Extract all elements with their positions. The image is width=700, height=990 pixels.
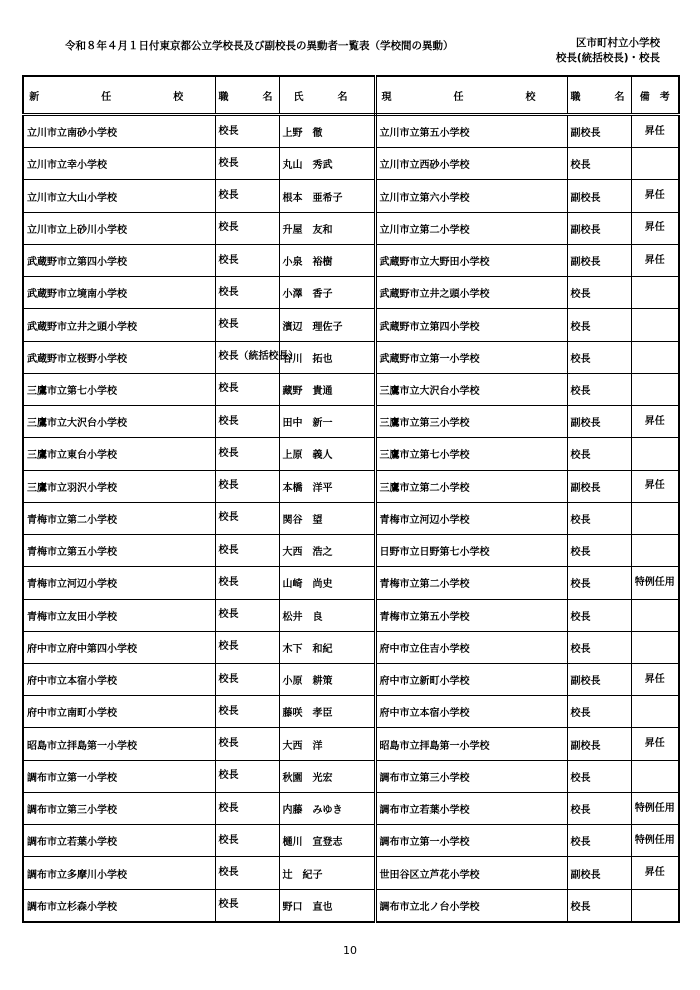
person-name-cell: 木下 和紀 — [279, 631, 375, 663]
new-school-cell: 武蔵野市立境南小学校 — [23, 277, 215, 309]
position-cell: 校長 — [215, 277, 279, 309]
current-position-cell: 校長 — [567, 373, 631, 405]
header-current-position: 職 名 — [567, 76, 631, 115]
remarks-cell — [631, 760, 679, 792]
remarks-cell — [631, 599, 679, 631]
current-position-cell: 校長 — [567, 277, 631, 309]
position-cell: 校長 — [215, 631, 279, 663]
person-name-cell: 辻 紀子 — [279, 857, 375, 889]
person-name-cell: 小原 耕策 — [279, 663, 375, 695]
current-school-cell: 府中市立本宿小学校 — [375, 696, 567, 728]
current-position-cell: 校長 — [567, 696, 631, 728]
header-current-school: 現 任 校 — [375, 76, 567, 115]
remarks-cell: 昇任 — [631, 470, 679, 502]
position-cell: 校長 — [215, 502, 279, 534]
current-school-cell: 武蔵野市立第一小学校 — [375, 341, 567, 373]
current-position-cell: 副校長 — [567, 728, 631, 760]
person-name-cell: 田中 新一 — [279, 406, 375, 438]
position-cell: 校長 — [215, 212, 279, 244]
remarks-cell: 昇任 — [631, 244, 679, 276]
table-row — [23, 502, 679, 534]
new-school-cell: 調布市立若葉小学校 — [23, 825, 215, 857]
position-cell: 校長 — [215, 599, 279, 631]
current-school-cell: 武蔵野市立第四小学校 — [375, 309, 567, 341]
current-position-cell: 副校長 — [567, 406, 631, 438]
table-row — [23, 825, 679, 857]
remarks-cell — [631, 341, 679, 373]
position-cell: 校長 — [215, 889, 279, 922]
new-school-cell: 三鷹市立東台小学校 — [23, 438, 215, 470]
current-school-cell: 調布市立若葉小学校 — [375, 792, 567, 824]
position-cell: 校長 — [215, 535, 279, 567]
person-name-cell: 上原 義人 — [279, 438, 375, 470]
page-title: 令和８年４月１日付東京都公立学校長及び副校長の異動者一覧表（学校間の異動） — [65, 40, 454, 52]
position-cell: 校長 — [215, 309, 279, 341]
current-school-cell: 府中市立住吉小学校 — [375, 631, 567, 663]
new-school-cell: 武蔵野市立桜野小学校 — [23, 341, 215, 373]
position-cell: 校長 — [215, 438, 279, 470]
table-row — [23, 760, 679, 792]
person-name-cell: 松井 良 — [279, 599, 375, 631]
remarks-cell: 昇任 — [631, 180, 679, 212]
position-cell: 校長 — [215, 857, 279, 889]
table-row — [23, 406, 679, 438]
table-row — [23, 212, 679, 244]
new-school-cell: 青梅市立第五小学校 — [23, 535, 215, 567]
table-row — [23, 373, 679, 405]
current-position-cell: 副校長 — [567, 180, 631, 212]
position-cell: 校長 — [215, 244, 279, 276]
person-name-cell: 山崎 尚史 — [279, 567, 375, 599]
current-school-cell: 三鷹市立第二小学校 — [375, 470, 567, 502]
current-school-cell: 武蔵野市立大野田小学校 — [375, 244, 567, 276]
person-name-cell: 藏野 貴通 — [279, 373, 375, 405]
current-position-cell: 校長 — [567, 825, 631, 857]
current-school-cell: 立川市立第二小学校 — [375, 212, 567, 244]
current-position-cell: 校長 — [567, 760, 631, 792]
person-name-cell: 樋川 宣登志 — [279, 825, 375, 857]
current-position-cell: 副校長 — [567, 212, 631, 244]
position-cell: 校長 — [215, 406, 279, 438]
table-row — [23, 244, 679, 276]
new-school-cell: 立川市立南砂小学校 — [23, 115, 215, 148]
new-school-cell: 調布市立第三小学校 — [23, 792, 215, 824]
position-cell: 校長 — [215, 825, 279, 857]
person-name-cell: 小澤 香子 — [279, 277, 375, 309]
person-name-cell: 根本 亜希子 — [279, 180, 375, 212]
current-school-cell: 調布市立北ノ台小学校 — [375, 889, 567, 922]
current-school-cell: 日野市立日野第七小学校 — [375, 535, 567, 567]
table-row — [23, 470, 679, 502]
remarks-cell: 昇任 — [631, 115, 679, 148]
position-cell: 校長 — [215, 567, 279, 599]
table-row — [23, 438, 679, 470]
header-row — [23, 76, 679, 115]
current-position-cell: 副校長 — [567, 663, 631, 695]
header-remarks: 備 考 — [631, 76, 679, 115]
remarks-cell — [631, 889, 679, 922]
current-position-cell: 校長 — [567, 535, 631, 567]
table-row — [23, 180, 679, 212]
new-school-cell: 府中市立本宿小学校 — [23, 663, 215, 695]
transfer-table — [22, 75, 680, 923]
person-name-cell: 小泉 裕樹 — [279, 244, 375, 276]
table-row — [23, 148, 679, 180]
header-position: 職 名 — [215, 76, 279, 115]
new-school-cell: 調布市立杉森小学校 — [23, 889, 215, 922]
page-number: 10 — [343, 944, 357, 957]
new-school-cell: 三鷹市立第七小学校 — [23, 373, 215, 405]
header-name: 氏 名 — [279, 76, 375, 115]
new-school-cell: 武蔵野市立井之頭小学校 — [23, 309, 215, 341]
remarks-cell: 昇任 — [631, 406, 679, 438]
table-row — [23, 696, 679, 728]
person-name-cell: 谷川 拓也 — [279, 341, 375, 373]
new-school-cell: 調布市立第一小学校 — [23, 760, 215, 792]
current-school-cell: 立川市立西砂小学校 — [375, 148, 567, 180]
current-position-cell: 校長 — [567, 148, 631, 180]
header-new-school: 新 任 校 — [23, 76, 215, 115]
new-school-cell: 府中市立府中第四小学校 — [23, 631, 215, 663]
current-position-cell: 副校長 — [567, 244, 631, 276]
current-school-cell: 調布市立第三小学校 — [375, 760, 567, 792]
current-school-cell: 武蔵野市立井之頭小学校 — [375, 277, 567, 309]
current-school-cell: 府中市立新町小学校 — [375, 663, 567, 695]
position-cell: 校長 — [215, 148, 279, 180]
person-name-cell: 野口 直也 — [279, 889, 375, 922]
current-school-cell: 立川市立第六小学校 — [375, 180, 567, 212]
table-row — [23, 277, 679, 309]
current-school-cell: 青梅市立第二小学校 — [375, 567, 567, 599]
current-position-cell: 校長 — [567, 438, 631, 470]
table-row — [23, 309, 679, 341]
person-name-cell: 本橋 洋平 — [279, 470, 375, 502]
table-row — [23, 889, 679, 922]
remarks-cell — [631, 696, 679, 728]
table-row — [23, 857, 679, 889]
new-school-cell: 調布市立多摩川小学校 — [23, 857, 215, 889]
remarks-cell — [631, 535, 679, 567]
remarks-cell: 昇任 — [631, 212, 679, 244]
current-position-cell: 副校長 — [567, 115, 631, 148]
current-position-cell: 校長 — [567, 792, 631, 824]
current-school-cell: 立川市立第五小学校 — [375, 115, 567, 148]
new-school-cell: 立川市立大山小学校 — [23, 180, 215, 212]
remarks-cell — [631, 502, 679, 534]
new-school-cell: 三鷹市立大沢台小学校 — [23, 406, 215, 438]
remarks-cell: 昇任 — [631, 728, 679, 760]
remarks-cell: 特例任用 — [631, 825, 679, 857]
category-line-1: 区市町村立小学校 — [576, 37, 660, 49]
new-school-cell: 昭島市立拝島第一小学校 — [23, 728, 215, 760]
table-body — [23, 115, 679, 923]
person-name-cell: 内藤 みゆき — [279, 792, 375, 824]
table-row — [23, 728, 679, 760]
remarks-cell: 昇任 — [631, 857, 679, 889]
person-name-cell: 濱辺 理佐子 — [279, 309, 375, 341]
remarks-cell — [631, 309, 679, 341]
new-school-cell: 青梅市立河辺小学校 — [23, 567, 215, 599]
position-cell: 校長（統括校長） — [215, 341, 279, 373]
current-school-cell: 三鷹市立第七小学校 — [375, 438, 567, 470]
current-position-cell: 校長 — [567, 599, 631, 631]
position-cell: 校長 — [215, 696, 279, 728]
remarks-cell — [631, 277, 679, 309]
table-row — [23, 567, 679, 599]
current-position-cell: 校長 — [567, 341, 631, 373]
current-school-cell: 世田谷区立芦花小学校 — [375, 857, 567, 889]
remarks-cell — [631, 631, 679, 663]
table-row — [23, 599, 679, 631]
remarks-cell: 昇任 — [631, 663, 679, 695]
position-cell: 校長 — [215, 728, 279, 760]
remarks-cell: 特例任用 — [631, 567, 679, 599]
current-school-cell: 青梅市立河辺小学校 — [375, 502, 567, 534]
new-school-cell: 青梅市立第二小学校 — [23, 502, 215, 534]
person-name-cell: 秋園 光宏 — [279, 760, 375, 792]
new-school-cell: 府中市立南町小学校 — [23, 696, 215, 728]
new-school-cell: 立川市立幸小学校 — [23, 148, 215, 180]
position-cell: 校長 — [215, 663, 279, 695]
current-school-cell: 三鷹市立第三小学校 — [375, 406, 567, 438]
table-row — [23, 631, 679, 663]
person-name-cell: 大西 浩之 — [279, 535, 375, 567]
position-cell: 校長 — [215, 180, 279, 212]
position-cell: 校長 — [215, 373, 279, 405]
remarks-cell — [631, 148, 679, 180]
person-name-cell: 升屋 友和 — [279, 212, 375, 244]
current-position-cell: 校長 — [567, 502, 631, 534]
current-school-cell: 調布市立第一小学校 — [375, 825, 567, 857]
current-position-cell: 校長 — [567, 889, 631, 922]
table-row — [23, 535, 679, 567]
position-cell: 校長 — [215, 760, 279, 792]
table-row — [23, 663, 679, 695]
category-label — [556, 36, 660, 66]
table-row — [23, 792, 679, 824]
current-school-cell: 昭島市立拝島第一小学校 — [375, 728, 567, 760]
person-name-cell: 丸山 秀武 — [279, 148, 375, 180]
person-name-cell: 上野 徹 — [279, 115, 375, 148]
current-school-cell: 三鷹市立大沢台小学校 — [375, 373, 567, 405]
current-position-cell: 副校長 — [567, 857, 631, 889]
current-position-cell: 校長 — [567, 631, 631, 663]
person-name-cell: 関谷 望 — [279, 502, 375, 534]
position-cell: 校長 — [215, 470, 279, 502]
position-cell: 校長 — [215, 115, 279, 148]
new-school-cell: 青梅市立友田小学校 — [23, 599, 215, 631]
position-cell: 校長 — [215, 792, 279, 824]
category-line-2: 校長(統括校長)・校長 — [555, 52, 660, 64]
remarks-cell: 特例任用 — [631, 792, 679, 824]
current-position-cell: 副校長 — [567, 470, 631, 502]
person-name-cell: 大西 洋 — [279, 728, 375, 760]
table-row — [23, 115, 679, 148]
current-position-cell: 校長 — [567, 567, 631, 599]
remarks-cell — [631, 438, 679, 470]
new-school-cell: 武蔵野市立第四小学校 — [23, 244, 215, 276]
remarks-cell — [631, 373, 679, 405]
current-school-cell: 青梅市立第五小学校 — [375, 599, 567, 631]
table-row — [23, 341, 679, 373]
current-position-cell: 校長 — [567, 309, 631, 341]
table-header — [23, 76, 679, 115]
new-school-cell: 三鷹市立羽沢小学校 — [23, 470, 215, 502]
person-name-cell: 藤咲 孝臣 — [279, 696, 375, 728]
new-school-cell: 立川市立上砂川小学校 — [23, 212, 215, 244]
